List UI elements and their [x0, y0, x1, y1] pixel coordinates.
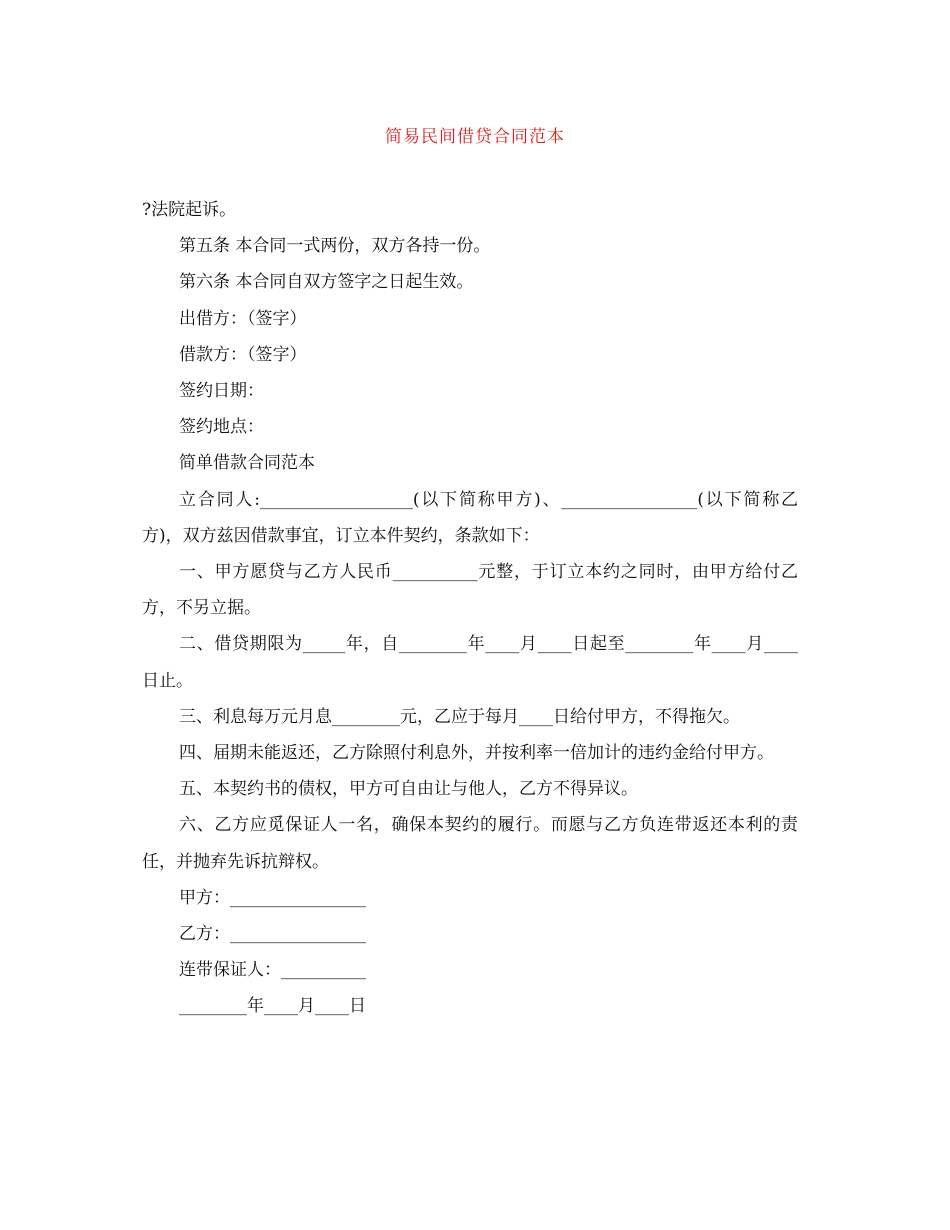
paragraph: 第六条 本合同自双方签字之日起生效。 [179, 272, 474, 293]
date-line: ________年____月____日 [179, 996, 366, 1017]
signature-line-lender: 出借方：（签字） [179, 308, 307, 329]
paragraph: 六、乙方应觅保证人一名，确保本契约的履行。而愿与乙方负连带返还本利的责任，并抛弃先诉抗辩权。 [142, 815, 798, 872]
signing-place-line: 签约地点： [179, 417, 264, 438]
paragraph: 立合同人:__________________(以下简称甲方)、________________(以下简称乙方)，双方兹因借款事宜，订立本件契约，条款如下： [142, 489, 798, 546]
signing-date-line: 签约日期： [179, 381, 264, 402]
party-a-line: 甲方：________________ [179, 887, 366, 908]
party-b-line: 乙方：________________ [179, 924, 366, 945]
signature-line-borrower: 借款方：（签字） [179, 344, 307, 365]
paragraph: 三、利息每万元月息________元，乙应于每月____日给付甲方，不得拖欠。 [179, 706, 740, 727]
document-title: 简易民间借贷合同范本 [385, 127, 565, 147]
paragraph: ?法院起诉。 [142, 200, 237, 220]
guarantor-line: 连带保证人：__________ [179, 960, 366, 981]
paragraph: 第五条 本合同一式两份，双方各持一份。 [179, 236, 491, 257]
paragraph: 一、甲方愿贷与乙方人民币__________元整，于订立本约之同时，由甲方给付乙方，不另立据。 [142, 562, 798, 619]
paragraph: 二、借贷期限为_____年，自________年____月____日起至________年____月____日止。 [142, 634, 798, 691]
paragraph: 五、本契约书的债权，甲方可自由让与他人，乙方不得异议。 [179, 779, 638, 800]
paragraph: 四、届期未能返还，乙方除照付利息外，并按利率一倍加计的违约金给付甲方。 [179, 743, 774, 764]
section-heading: 简单借款合同范本 [179, 453, 315, 474]
document-body [142, 192, 798, 1025]
